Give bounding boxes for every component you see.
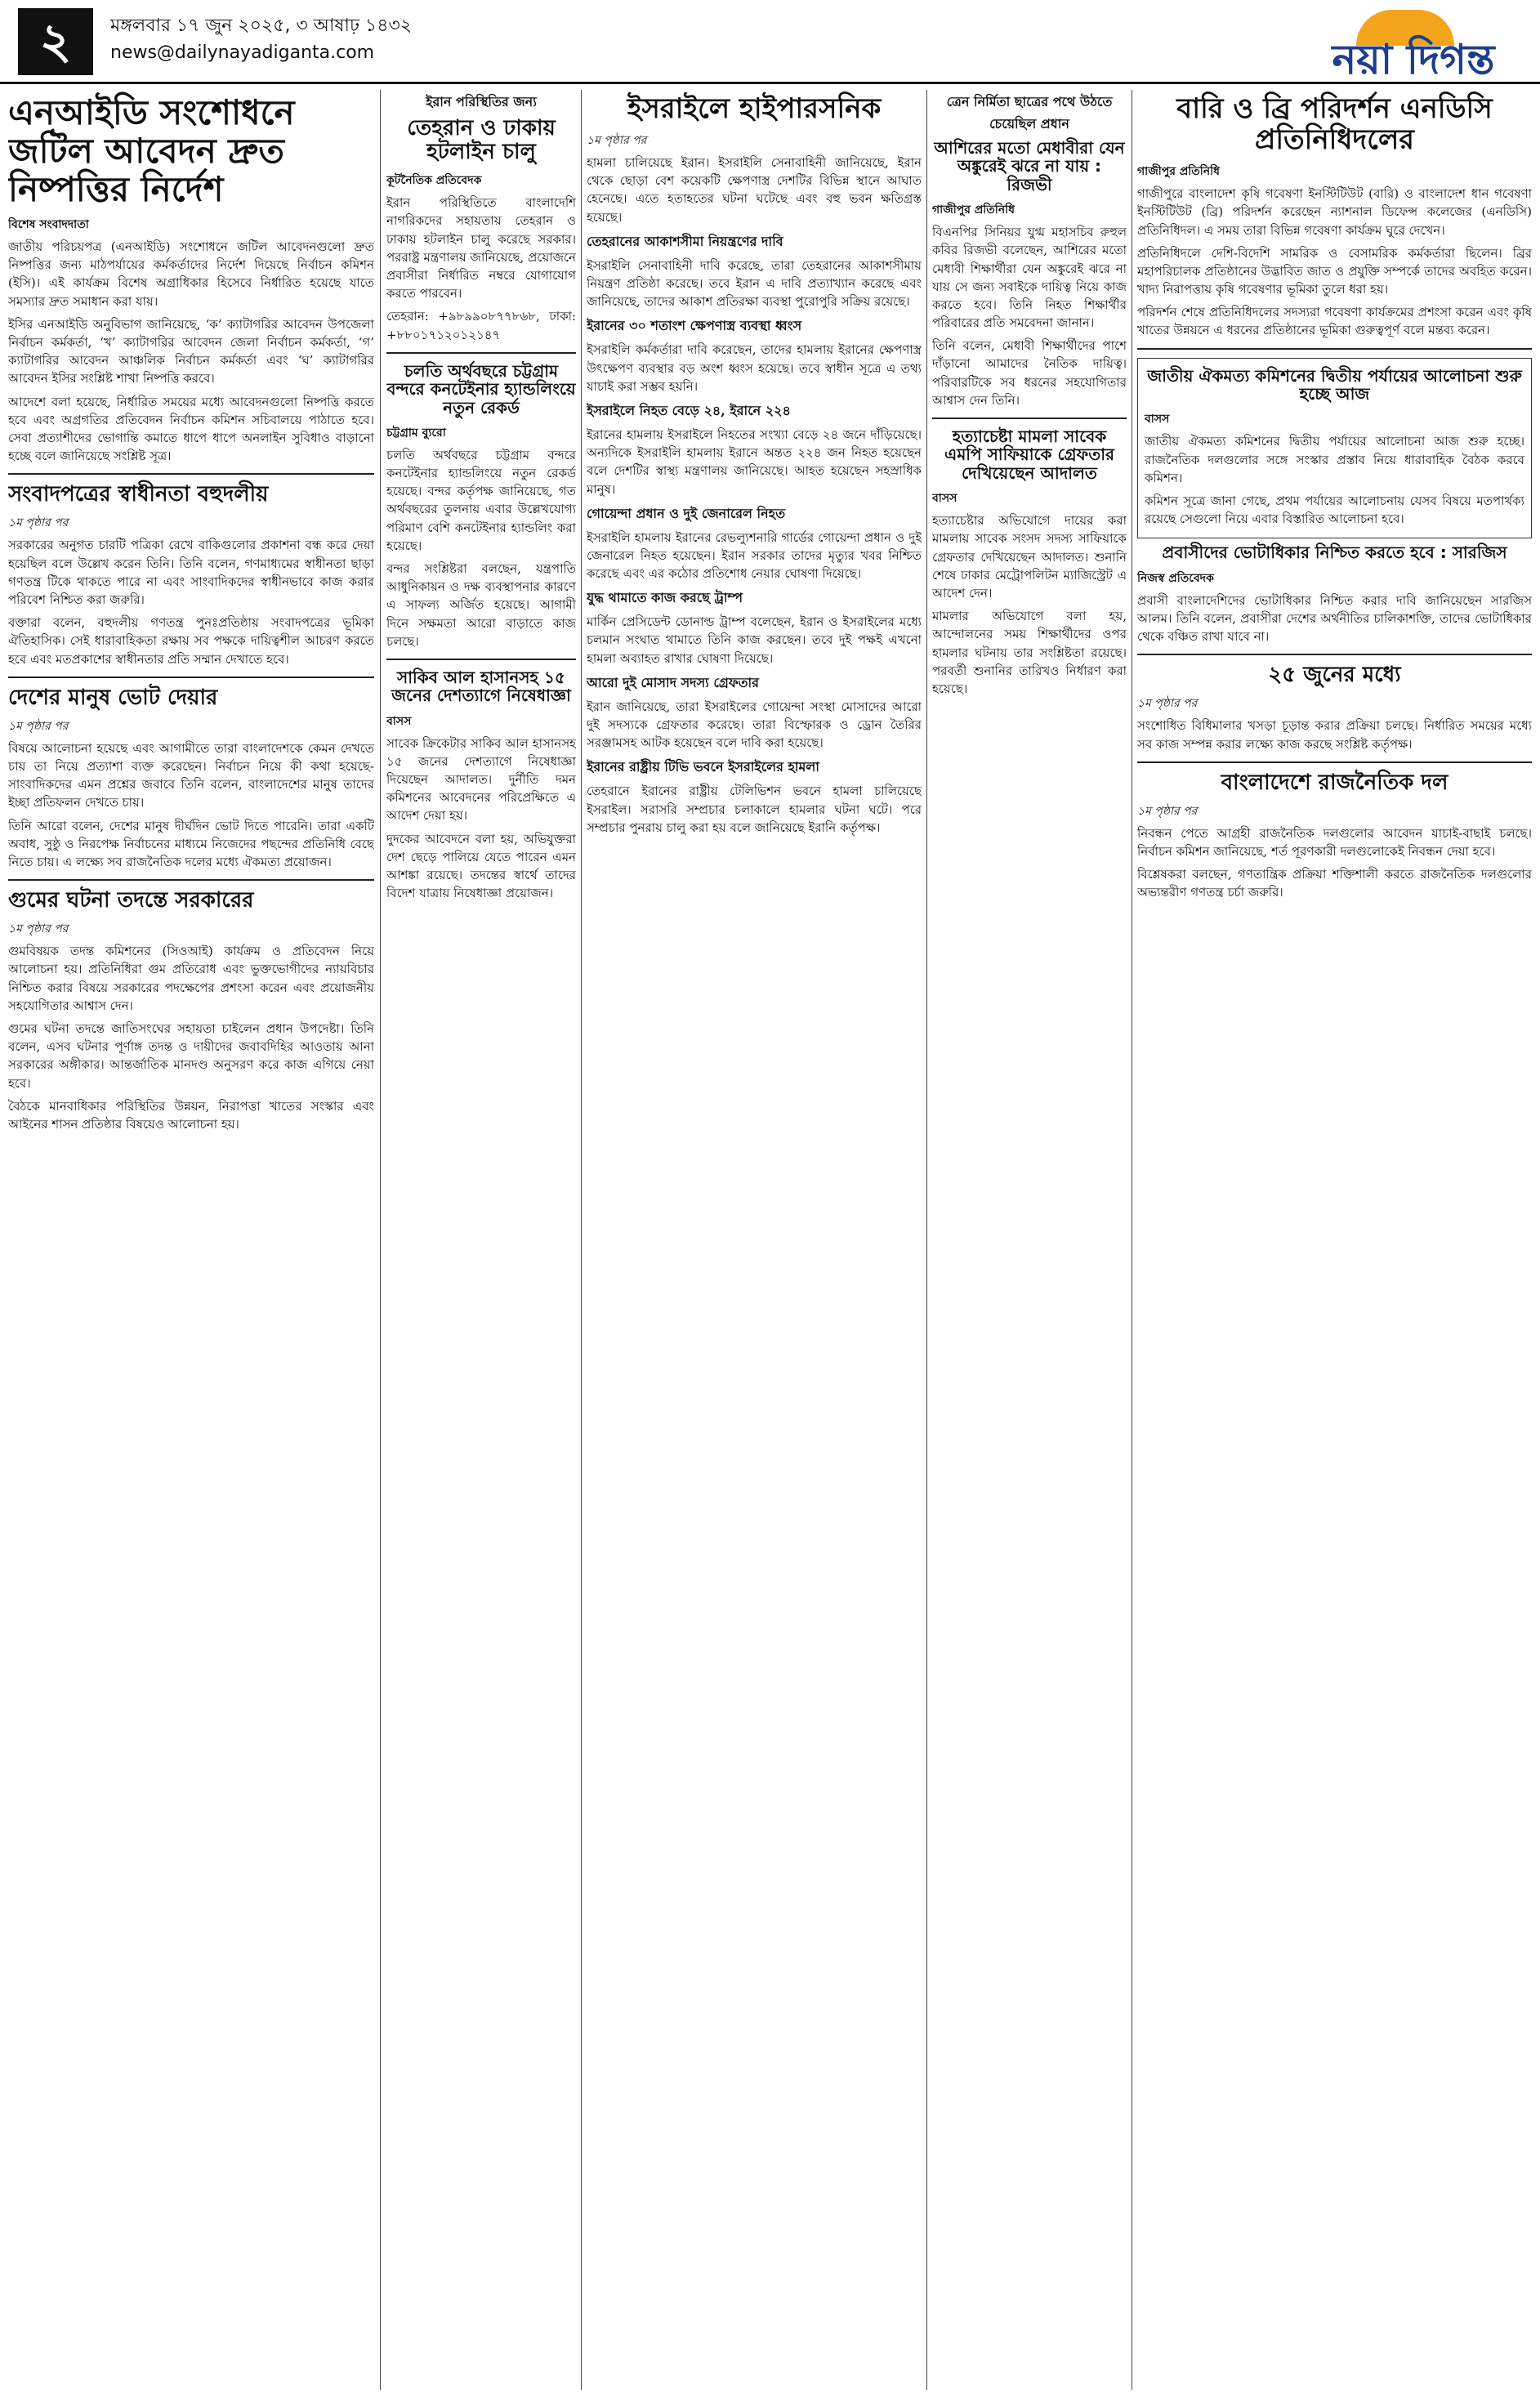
divider	[1137, 761, 1532, 763]
article-paragraph: কমিশন সূত্রে জানা গেছে, প্রথম পর্যায়ের আলোচনায় যেসব বিষয়ে মতপার্থক্য রয়েছে সেগুলো নিয়ে এবার বিস্তারিত আলোচনা হবে।	[1145, 493, 1524, 527]
headline-consensus-commission: জাতীয় ঐকমত্য কমিশনের দ্বিতীয় পর্যায়ের আলোচনা শুরু হচ্ছে আজ	[1147, 365, 1522, 404]
article-paragraph: বিএনপির সিনিয়র যুগ্ম মহাসচিব রুহুল কবির রিজভী বলেছেন, আশিরের মতো মেধাবী শিক্ষার্থীরা যেন অঙ্কুরেই ঝরে না যায় সে জন্য সবাইকে দায়িত্ব নিয়ে কাজ করতে হবে। তিনি নিহত শিক্ষার্থীর পরিবারের প্রতি সমবেদনা জানান।	[932, 225, 1127, 331]
article-paragraph: আদেশে বলা হয়েছে, নির্ধারিত সময়ের মধ্যে আবেদনগুলো নিষ্পত্তি করতে হবে এবং অগ্রগতির প্রতিবেদন নির্বাচন কমিশন সচিবালয়ে পাঠাতে হবে। সেবা প্রত্যাশীদের ভোগান্তি কমাতে ধাপে ধাপে অনলাইন সুবিধাও বাড়ানো হচ্ছে বলে জানিয়েছে সংশ্লিষ্ট সূত্র।	[8, 394, 374, 464]
headline-rizvi: আশিরের মতো মেধাবীরা যেন অঙ্কুরেই ঝরে না যায় : রিজভী	[934, 138, 1125, 194]
article-paragraph: হামলা চালিয়েছে ইরান। ইসরাইলি সেনাবাহিনী জানিয়েছে, ইরান থেকে ছোড়া বেশ কয়েকটি ক্ষেপণাস্ত্র দেশটির বিভিন্ন স্থানে আঘাত হেনেছে। এতে হতাহতের ঘটনা ঘটেছে এবং বহু ভবন ক্ষতিগ্রস্ত হয়েছে।	[587, 155, 922, 225]
byline: নিজস্ব প্রতিবেদক	[1137, 571, 1214, 585]
boxed-article	[1137, 358, 1532, 539]
divider	[386, 659, 576, 660]
subheading: ইরানের রাষ্ট্রীয় টিভি ভবনে ইসরাইলের হামলা	[587, 759, 819, 775]
headline-press-freedom: সংবাদপত্রের স্বাধীনতা বহুদলীয়	[8, 482, 269, 507]
divider	[8, 879, 374, 881]
article-paragraph: সাবেক ক্রিকেটার সাকিব আল হাসানসহ ১৫ জনের দেশত্যাগে নিষেধাজ্ঞা দিয়েছেন আদালত। দুর্নীতি দমন কমিশনের আবেদনের পরিপ্রেক্ষিতে এ আদেশ দেয়া হয়।	[386, 735, 576, 824]
byline: বাসস	[932, 492, 957, 506]
subheading: যুদ্ধ থামাতে কাজ করছে ট্রাম্প	[587, 590, 743, 606]
article-paragraph: ইসরাইলি কর্মকর্তারা দাবি করেছেন, তাদের হামলায় ইরানের ক্ষেপণাস্ত্র উৎক্ষেপণ ব্যবস্থার বড় অংশ ধ্বংস হয়েছে। তবে স্বাধীন সূত্রে এ তথ্য যাচাই করা সম্ভব হয়নি।	[587, 342, 922, 394]
article-paragraph: হত্যাচেষ্টার অভিযোগে দায়ের করা মামলায় সাবেক সংসদ সদস্য সাফিয়াকে গ্রেফতার দেখিয়েছেন আদালত। শুনানি শেষে ঢাকার মেট্রোপলিটন ম্যাজিস্ট্রেট এ আদেশ দেন।	[932, 513, 1127, 601]
subheading: ইসরাইলে নিহত বেড়ে ২৪, ইরানে ২২৪	[587, 402, 791, 418]
headline-june-25: ২৫ জুনের মধ্যে	[1268, 663, 1401, 688]
article-paragraph: নিবন্ধন পেতে আগ্রহী রাজনৈতিক দলগুলোর আবেদন যাচাই-বাছাই চলছে। নির্বাচন কমিশন জানিয়েছে, শর্ত পূরণকারী দলগুলোকেই নিবন্ধন দেয়া হবে।	[1137, 825, 1532, 860]
divider	[8, 677, 374, 678]
column-3	[587, 90, 922, 2390]
headline-political-parties: বাংলাদেশে রাজনৈতিক দল	[1221, 770, 1448, 795]
article-paragraph: বিষয়ে আলোচনা হয়েছে এবং আগামীতে তারা বাংলাদেশকে কেমন দেখতে চায় তা নিয়ে প্রত্যাশা ব্যক্ত করেছেন। নির্বাচন নিয়ে কী কথা হয়েছে- সাংবাদিকদের এমন প্রশ্নের জবাবে তিনি বলেন, বাংলাদেশের মানুষ তাদের ইচ্ছা প্রতিফলন দেখতে চায়।	[8, 740, 374, 810]
column-rule	[380, 90, 381, 2390]
article-paragraph: তিনি আরো বলেন, দেশের মানুষ দীর্ঘদিন ভোট দিতে পারেনি। তারা একটি অবাধ, সুষ্ঠু ও নিরপেক্ষ নির্বাচনের মাধ্যমে নিজেদের পছন্দের প্রতিনিধি বেছে নিতে চায়। এ লক্ষ্যে সব রাজনৈতিক দলের মধ্যে ঐকমত্য প্রয়োজন।	[8, 818, 374, 869]
article-paragraph: সরকারের অনুগত চারটি পত্রিকা রেখে বাকিগুলোর প্রকাশনা বন্ধ করে দেয়া হয়েছিল বলে উল্লেখ করেন তিনি। তিনি বলেন, গণমাধ্যমের স্বাধীনতা ছাড়া গণতন্ত্র টিকে থাকতে পারে না এবং সাংবাদিকদের স্বাধীনভাবে কাজ করার পরিবেশ নিশ্চিত করা জরুরি।	[8, 538, 374, 608]
subheading: আরো দুই মোসাদ সদস্য গ্রেফতার	[587, 674, 759, 690]
article-paragraph: ইরান পরিস্থিতিতে বাংলাদেশি নাগরিকদের সহায়তায় তেহরান ও ঢাকায় হটলাইন চালু করেছে সরকার। পররাষ্ট্র মন্ত্রণালয় জানিয়েছে, প্রয়োজনে প্রবাসীরা নির্ধারিত নম্বরে যোগাযোগ করতে পারবেন।	[386, 195, 576, 301]
dateline: মঙ্গলবার ১৭ জুন ২০২৫, ৩ আষাঢ় ১৪৩২	[110, 16, 413, 36]
jump-line: ১ম পৃষ্ঠার পর	[8, 516, 69, 530]
headline-expat-voting: প্রবাসীদের ভোটাধিকার নিশ্চিত করতে হবে : সারজিস	[1162, 543, 1507, 563]
article-paragraph: বৈঠকে মানবাধিকার পরিস্থিতির উন্নয়ন, নিরাপত্তা খাতের সংস্কার এবং আইনের শাসন প্রতিষ্ঠার বিষয়েও আলোচনা হয়।	[8, 1098, 374, 1132]
byline: চট্টগ্রাম ব্যুরো	[386, 426, 446, 440]
article-paragraph: জাতীয় ঐকমত্য কমিশনের দ্বিতীয় পর্যায়ের আলোচনা আজ শুরু হচ্ছে। রাজনৈতিক দলগুলোর সঙ্গে সংস্কার প্রস্তাব নিয়ে ধারাবাহিক বৈঠক করবে কমিশন।	[1145, 434, 1524, 485]
byline: বাসস	[386, 714, 412, 728]
jump-line: ১ম পৃষ্ঠার পর	[1137, 804, 1198, 818]
article-paragraph: মার্কিন প্রেসিডেন্ট ডোনাল্ড ট্রাম্প বলেছেন, ইরান ও ইসরাইলের মধ্যে চলমান সংঘাত থামাতে তিনি কাজ করছেন। তবে দুই পক্ষই এখনো হামলা অব্যাহত রাখার ঘোষণা দিয়েছে।	[587, 614, 922, 666]
article-paragraph: ইরানের হামলায় ইসরাইলে নিহতের সংখ্যা বেড়ে ২৪ জনে দাঁড়িয়েছে। অন্যদিকে ইসরাইলি হামলায় ইরানে অন্তত ২২৪ জন নিহত হয়েছেন বলে দেশটির স্বাস্থ্য মন্ত্রণালয় জানিয়েছে। আহত হয়েছেন সহস্রাধিক মানুষ।	[587, 426, 922, 497]
email-address: news@dailynayadiganta.com	[110, 42, 375, 63]
article-paragraph: বক্তারা বলেন, বহুদলীয় গণতন্ত্র পুনঃপ্রতিষ্ঠায় সংবাদপত্রের ভূমিকা ঐতিহাসিক। সেই ধারাবাহিকতা রক্ষায় সব পক্ষকে দায়িত্বশীল আচরণ করতে হবে এবং মতপ্রকাশের স্বাধীনতার প্রতি সম্মান দেখাতে হবে।	[8, 615, 374, 667]
article-paragraph: তেহরানে ইরানের রাষ্ট্রীয় টেলিভিশন ভবনে হামলা চালিয়েছে ইসরাইল। সরাসরি সম্প্রচার চলাকালে হামলার ঘটনা ঘটে। পরে সম্প্রচার পুনরায় চালু করা হয় বলে জানিয়েছে ইরানি কর্তৃপক্ষ।	[587, 784, 922, 835]
article-paragraph: বিশ্লেষকরা বলছেন, গণতান্ত্রিক প্রক্রিয়া শক্তিশালী করতে রাজনৈতিক দলগুলোর অভ্যন্তরীণ গণতন্ত্র চর্চা জরুরি।	[1137, 867, 1532, 900]
article-paragraph: পরিদর্শন শেষে প্রতিনিধিদলের সদস্যরা গবেষণা কার্যক্রমের প্রশংসা করেন এবং কৃষি খাতের উন্নয়নে এ ধরনের প্রতিষ্ঠানের ভূমিকা গুরুত্বপূর্ণ বলে মন্তব্য করেন।	[1137, 305, 1532, 338]
article-paragraph: গুমের ঘটনা তদন্তে জাতিসংঘের সহায়তা চাইলেন প্রধান উপদেষ্টা। তিনি বলেন, এসব ঘটনার পূর্ণাঙ্গ তদন্ত ও দায়ীদের জবাবদিহির আওতায় আনা সরকারের অঙ্গীকার। আন্তর্জাতিক মানদণ্ড অনুসরণ করে কাজ এগিয়ে নেয়া হবে।	[8, 1021, 374, 1091]
article-paragraph: প্রতিনিধিদলে দেশি-বিদেশি সামরিক ও বেসামরিক কর্মকর্তারা ছিলেন। ব্রির মহাপরিচালক প্রতিষ্ঠানের উদ্ভাবিত জাত ও প্রযুক্তি সম্পর্কে তাদের অবহিত করেন। খাদ্য নিরাপত্তায় কৃষি গবেষণার ভূমিকা তুলে ধরা হয়।	[1137, 245, 1532, 297]
jump-line: ১ম পৃষ্ঠার পর	[8, 719, 69, 733]
article-paragraph: গাজীপুরে বাংলাদেশ কৃষি গবেষণা ইনস্টিটিউট (বারি) ও বাংলাদেশ ধান গবেষণা ইনস্টিটিউট (ব্রি) পরিদর্শন করেছেন ন্যাশনাল ডিফেন্স কলেজের (এনডিসি) প্রতিনিধিদল। এ সময় তারা বিভিন্ন গবেষণা কার্যক্রম ঘুরে দেখেন।	[1137, 186, 1532, 238]
subheading: গোয়েন্দা প্রধান ও দুই জেনারেল নিহত	[587, 505, 786, 521]
article-paragraph: বন্দর সংশ্লিষ্টরা বলছেন, যন্ত্রপাতি আধুনিকায়ন ও দক্ষ ব্যবস্থাপনার কারণে এ সাফল্য অর্জিত হয়েছে। আগামী দিনে সক্ষমতা আরো বাড়াতে কাজ চলছে।	[386, 561, 576, 649]
article-paragraph: দুদকের আবেদনে বলা হয়, অভিযুক্তরা দেশ ছেড়ে পালিয়ে যেতে পারেন এমন আশঙ্কা রয়েছে। তদন্তের স্বার্থে তাদের বিদেশ যাত্রায় নিষেধাজ্ঞা প্রয়োজন।	[386, 831, 576, 901]
subheading: ইরানের ৩০ শতাংশ ক্ষেপণাস্ত্র ব্যবস্থা ধ্বংস	[587, 318, 802, 334]
article-paragraph: ইরান জানিয়েছে, তারা ইসরাইলের গোয়েন্দা সংস্থা মোসাদের আরো দুই সদস্যকে গ্রেফতার করেছে। তারা বিস্ফোরক ও ড্রোন তৈরির সরঞ্জামসহ আটক হয়েছেন বলে দাবি করা হয়েছে।	[587, 699, 922, 751]
logo-text: নয়া দিগন্ত	[1332, 36, 1495, 83]
byline: গাজীপুর প্রতিনিধি	[1137, 165, 1221, 179]
masthead	[0, 0, 1540, 84]
article-paragraph: সংশোধিত বিধিমালার খসড়া চূড়ান্ত করার প্রক্রিয়া চলছে। নির্ধারিত সময়ের মধ্যে সব কাজ সম্পন্ন করার লক্ষ্যে কাজ করছে সংশ্লিষ্ট কর্তৃপক্ষ।	[1137, 718, 1532, 752]
page-number: ২	[18, 8, 93, 75]
subheading: তেহরানের আকাশসীমা নিয়ন্ত্রণের দাবি	[587, 233, 783, 249]
headline-safia-arrest: হত্যাচেষ্টা মামলা সাবেক এমপি সাফিয়াকে গ্রেফতার দেখিয়েছেন আদালত	[944, 426, 1115, 483]
byline: গাজীপুর প্রতিনিধি	[932, 203, 1016, 217]
kicker: ত্রেন নির্মিতা ছাত্রের পথে উঠতে চেয়েছিল প্রধান	[946, 94, 1113, 132]
divider	[8, 473, 374, 475]
article-paragraph: মামলার অভিযোগে বলা হয়, আন্দোলনের সময় শিক্ষার্থীদের ওপর হামলার ঘটনায় তার সংশ্লিষ্টতা রয়েছে। পরবর্তী শুনানির তারিখও নির্ধারণ করা হয়েছে।	[932, 609, 1127, 696]
divider	[932, 418, 1127, 419]
jump-line: ১ম পৃষ্ঠার পর	[1137, 697, 1198, 711]
kicker: ইরান পরিস্থিতির জন্য	[426, 94, 537, 109]
headline-hypersonic: ইসরাইলে হাইপারসনিক	[627, 92, 882, 125]
headline-hotline: তেহরান ও ঢাকায় হটলাইন চালু	[407, 116, 556, 165]
divider	[1137, 348, 1532, 350]
column-rule	[581, 90, 582, 2390]
column-2	[386, 90, 576, 2390]
column-4	[932, 90, 1127, 2390]
byline: কূটনৈতিক প্রতিবেদক	[386, 174, 482, 188]
article-paragraph: ইসরাইলি হামলায় ইরানের রেভল্যুশনারি গার্ডের গোয়েন্দা প্রধান ও দুই জেনারেল নিহত হয়েছেন। ইরান সরকার তাদের মৃত্যুর খবর নিশ্চিত করেছে এবং এর কঠোর প্রতিশোধ নেয়ার ঘোষণা দিয়েছে।	[587, 529, 922, 582]
headline-ndc-visit: বারি ও ব্রি পরিদর্শন এনডিসি প্রতিনিধিদলের	[1176, 92, 1493, 157]
divider	[1137, 654, 1532, 655]
column-5	[1137, 90, 1532, 2390]
headline-nid-correction: এনআইডি সংশোধনে জটিল আবেদন দ্রুত নিষ্পত্তির নির্দেশ	[8, 92, 295, 210]
byline: বিশেষ সংবাদদাতা	[8, 218, 89, 232]
article-paragraph: ইসরাইলি সেনাবাহিনী দাবি করেছে, তারা তেহরানের আকাশসীমায় নিয়ন্ত্রণ প্রতিষ্ঠা করেছে। তবে ইরান এ দাবি প্রত্যাখ্যান করেছে এবং জানিয়েছে, তাদের আকাশ প্রতিরক্ষা ব্যবস্থা পুরোপুরি সক্রিয় রয়েছে।	[587, 257, 922, 310]
divider	[386, 352, 576, 354]
headline-ctg-port: চলতি অর্থবছরে চট্টগ্রাম বন্দরে কনটেইনার হ্যান্ডলিংয়ে নতুন রেকর্ড	[386, 360, 576, 418]
article-paragraph: গুমবিষয়ক তদন্ত কমিশনের (সিওআই) কার্যক্রম ও প্রতিবেদন নিয়ে আলোচনা হয়। প্রতিনিধিরা গুম প্রতিরোধ এবং ভুক্তভোগীদের ন্যায়বিচার নিশ্চিত করার বিষয়ে সরকারের পদক্ষেপের প্রশংসা করেন এবং প্রয়োজনীয় সহযোগিতার আশ্বাস দেন।	[8, 944, 374, 1013]
jump-line: ১ম পৃষ্ঠার পর	[587, 134, 647, 148]
article-paragraph: তিনি বলেন, মেধাবী শিক্ষার্থীদের পাশে দাঁড়ানো আমাদের নৈতিক দায়িত্ব। পরিবারটিকে সব ধরনের সহযোগিতার আশ্বাস দেন তিনি।	[932, 338, 1127, 408]
article-paragraph: প্রবাসী বাংলাদেশিদের ভোটাধিকার নিশ্চিত করার দাবি জানিয়েছেন সারজিস আলম। তিনি বলেন, প্রবাসীরা দেশের অর্থনীতির চালিকাশক্তি, তাদের ভোটাধিকার থেকে বঞ্চিত রাখা যাবে না।	[1137, 592, 1532, 645]
headline-travel-ban: সাকিব আল হাসানসহ ১৫ জনের দেশত্যাগে নিষেধাজ্ঞা	[391, 667, 571, 706]
article-paragraph: ইসির এনআইডি অনুবিভাগ জানিয়েছে, ‘ক’ ক্যাটাগরির আবেদন উপজেলা নির্বাচন কর্মকর্তা, ‘খ’ ক্যাটাগরির আবেদন জেলা নির্বাচন কর্মকর্তা, ‘গ’ ক্যাটাগরির আবেদন আঞ্চলিক নির্বাচন কর্মকর্তা এবং ‘ঘ’ ক্যাটাগরির আবেদন ইসির সংশ্লিষ্ট শাখা নিষ্পত্তি করবে।	[8, 316, 374, 386]
newspaper-logo	[1307, 7, 1520, 83]
article-paragraph: জাতীয় পরিচয়পত্র (এনআইডি) সংশোধনে জটিল আবেদনগুলো দ্রুত নিষ্পত্তির জন্য মাঠপর্যায়ের কর্মকর্তাদের নির্দেশ দিয়েছে নির্বাচন কমিশন (ইসি)। এই কার্যক্রম বিশেষ অগ্রাধিকার হিসেবে নির্ধারিত হয়েছে যাতে সমস্যার দ্রুত সমাধান করা যায়।	[8, 239, 374, 309]
column-1	[8, 90, 374, 2390]
article-paragraph: চলতি অর্থবছরে চট্টগ্রাম বন্দরে কনটেইনার হ্যান্ডলিংয়ে নতুন রেকর্ড হয়েছে। বন্দর কর্তৃপক্ষ জানিয়েছে, গত অর্থবছরের তুলনায় এবার উল্লেখযোগ্য পরিমাণ বেশি কনটেইনার হ্যান্ডলিং করা হয়েছে।	[386, 447, 576, 553]
byline: বাসস	[1145, 413, 1170, 426]
jump-line: ১ম পৃষ্ঠার পর	[8, 922, 69, 936]
headline-enforced-disappearance: গুমের ঘটনা তদন্তে সরকারের	[8, 888, 254, 913]
column-rule	[926, 90, 927, 2390]
hotline-numbers: তেহরান: +৯৮৯৯০৮৭৭৮৬৮, ঢাকা: +৮৮০১৭১২০১২১৪৭	[386, 309, 576, 342]
headline-people-vote: দেশের মানুষ ভোট দেয়ার	[8, 685, 218, 710]
